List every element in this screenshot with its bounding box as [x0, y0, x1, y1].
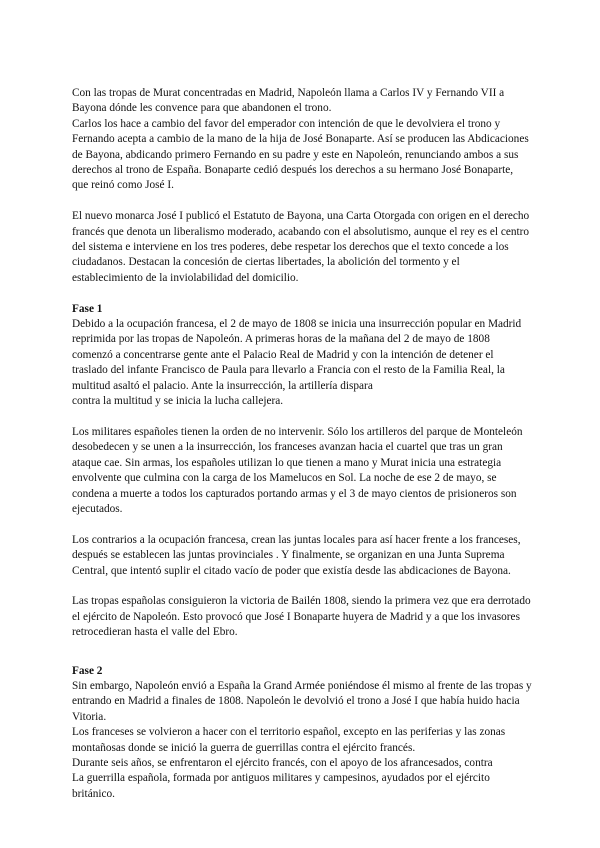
fase1-paragraph-3: Los contrarios a la ocupación francesa, crean las juntas locales para así hacer frente a los franceses, después se establecen las juntas provinciales . Y finalmente, se organizan en una Junta Suprema Central, que intentó suplir el citado vacío de poder que existía desde las abdicaciones de Bayona. — [72, 533, 521, 577]
intro-paragraph-2: Carlos los hace a cambio del favor del emperador con intención de que le devolviera el trono y Fernando acepta a cambio de la mano de la hija de José Bonaparte. Así se producen las Abdicaciones de Bayona, abdicando primero Fernando en su padre y este en Napoleón, renunciando ambos a sus derechos al trono de España. Bonaparte cedió después los derechos a su hermano José Bonaparte, que reinó como José I. — [72, 117, 529, 192]
document-body — [72, 86, 532, 802]
fase2-paragraph-3: Durante seis años, se enfrentaron el ejército francés, con el apoyo de los afrancesados, contra — [72, 756, 493, 769]
intro-paragraph-3: El nuevo monarca José I publicó el Estatuto de Bayona, una Carta Otorgada con origen en el derecho francés que denota un liberalismo moderado, acabando con el absolutismo, aunque el rey es el centro del sistema e interviene en los tres poderes, debe respetar los derechos que el texto concede a los ciudadanos. Destacan la concesión de ciertas libertades, la abolición del tormento y el establecimiento de la inviolabilidad del domicilio. — [72, 210, 530, 284]
section-heading-fase-1: Fase 1 — [72, 302, 103, 315]
paragraph-gap — [72, 286, 532, 301]
paragraph-gap — [72, 517, 532, 532]
paragraph-gap — [72, 410, 532, 425]
section-gap — [72, 641, 532, 664]
paragraph-gap — [72, 579, 532, 594]
fase2-paragraph-1: Sin embargo, Napoleón envió a España la Grand Armée poniéndose él mismo al frente de las tropas y entrando en Madrid a finales de 1808. Napoleón le devolvió el trono a José I que había huido hacia Vitoria. — [72, 679, 532, 723]
fase1-paragraph-1b: contra la multitud y se inicia la lucha callejera. — [72, 395, 284, 408]
fase1-paragraph-2: Los militares españoles tienen la orden de no intervenir. Sólo los artilleros del parque de Monteleón desobedecen y se unen a la insurrección, los franceses avanzan hacia el cuartel que tras un gran ataque cae. Sin armas, los españoles utilizan lo que tienen a mano y Murat inicia una estrategia envolvente que culmina con la carga de los Mamelucos en Sol. La noche de ese 2 de mayo, se condena a muerte a todos los capturados portando armas y el 3 de mayo cientos de prisioneros son ejecutados. — [72, 425, 523, 515]
fase1-paragraph-1: Debido a la ocupación francesa, el 2 de mayo de 1808 se inicia una insurrección popular en Madrid reprimida por las tropas de Napoleón. A primeras horas de la mañana del 2 de mayo de 1808 comenzó a concentrarse gente ante el Palacio Real de Madrid y con la intención de detener el traslado del infante Francisco de Paula para llevarlo a Francia con el resto de la Familia Real, la multitud asaltó el palacio. Ante la insurrección, la artillería dispara — [72, 318, 522, 392]
paragraph-gap — [72, 194, 532, 209]
fase2-paragraph-4: La guerrilla española, formada por antiguos militares y campesinos, ayudados por el ejército británico. — [72, 772, 490, 800]
intro-paragraph-1: Con las tropas de Murat concentradas en Madrid, Napoleón llama a Carlos IV y Fernando VII a Bayona dónde les convence para que abandonen el trono. — [72, 87, 505, 115]
fase2-paragraph-2: Los franceses se volvieron a hacer con el territorio español, excepto en las periferias y las zonas montañosas donde se inició la guerra de guerrillas contra el ejército francés. — [72, 726, 506, 754]
section-heading-fase-2: Fase 2 — [72, 664, 103, 677]
fase1-paragraph-4: Las tropas españolas consiguieron la victoria de Bailén 1808, siendo la primera vez que era derrotado el ejército de Napoleón. Esto provocó que José I Bonaparte huyera de Madrid y a que los invasores retrocedieran hasta el valle del Ebro. — [72, 595, 531, 639]
